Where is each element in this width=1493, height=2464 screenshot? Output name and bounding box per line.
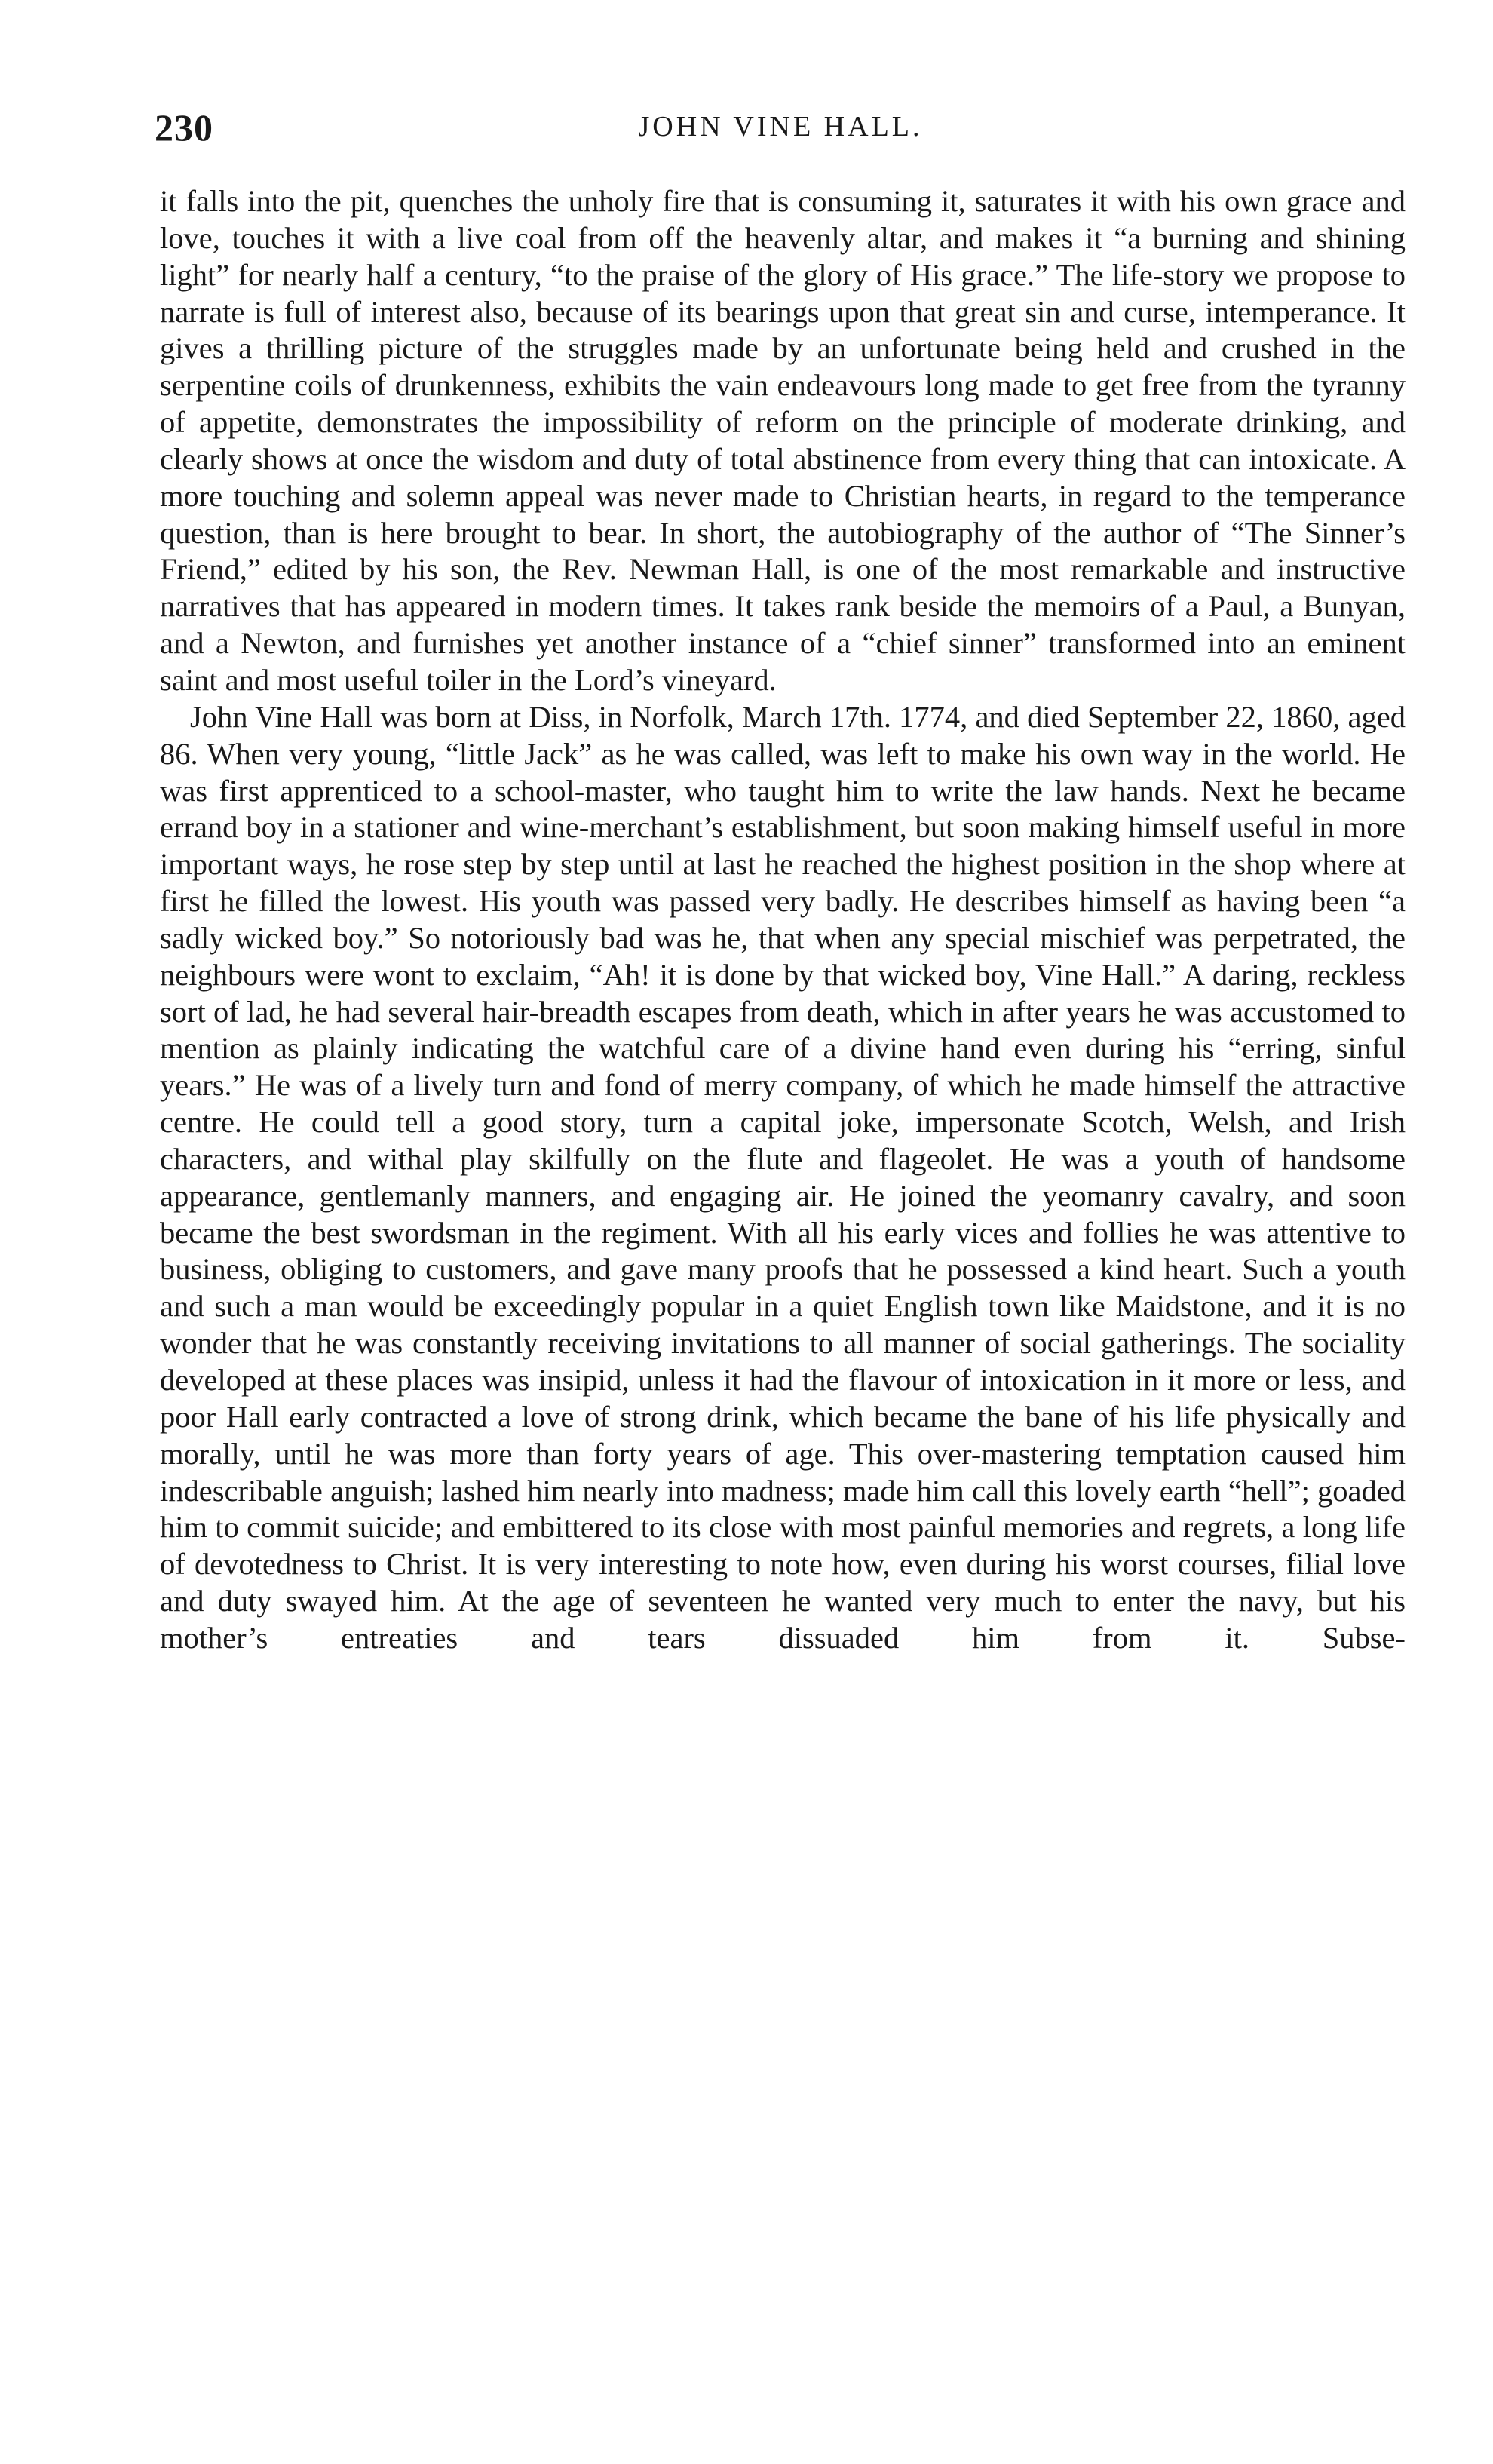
paragraph-2: John Vine Hall was born at Diss, in Norfolk, March 17th. 1774, and died September 22, 1860, aged 86. When very young, “little Jack” as he was called, was left to make his own way in the world. He was first apprenticed to a school-master, who taught him to write the law hands. Next he became errand boy in a stationer and wine-merchant’s establishment, but soon making himself useful in more important ways, he rose step by step until at last he reached the highest position in the shop where at first he filled the lowest. His youth was passed very badly. He describes himself as having been “a sadly wicked boy.” So notoriously bad was he, that when any special mischief was perpetrated, the neighbours were wont to exclaim, “Ah! it is done by that wicked boy, Vine Hall.” A daring, reckless sort of lad, he had several hair-breadth escapes from death, which in after years he was accustomed to mention as plainly indicating the watchful care of a divine hand even during his “erring, sinful years.” He was of a lively turn and fond of merry company, of which he made himself the attractive centre. He could tell a good story, turn a capital joke, impersonate Scotch, Welsh, and Irish characters, and withal play skilfully on the flute and flageolet. He was a youth of handsome appearance, gentlemanly manners, and engaging air. He joined the yeomanry cavalry, and soon became the best swordsman in the regiment. With all his early vices and follies he was attentive to business, obliging to customers, and gave many proofs that he possessed a kind heart. Such a youth and such a man would be exceedingly popular in a quiet English town like Maidstone, and it is no wonder that he was constantly receiving invitations to all manner of social gatherings. The sociality developed at these places was insipid, unless it had the flavour of intoxication in it more or less, and poor Hall early contracted a love of strong drink, which became the bane of his life physically and morally, until he was more than forty years of age. This over-mastering temptation caused him indescribable anguish; lashed him nearly into madness; made him call this lovely earth “hell”; goaded him to commit suicide; and embittered to its close with most painful memories and regrets, a long life of devotedness to Christ. It is very interesting to note how, even during his worst courses, filial love and duty swayed him. At the age of seventeen he wanted very much to enter the navy, but his mother’s entreaties and tears dissuaded him from it. Subse- [160, 699, 1406, 1655]
page-number: 230 [155, 106, 213, 149]
paragraph-1: it falls into the pit, quenches the unholy fire that is consuming it, saturates it with his own grace and love, touches it with a live coal from off the heavenly altar, and makes it “a burning and shining light” for nearly half a century, “to the praise of the glory of His grace.” The life-story we propose to narrate is full of interest also, because of its bearings upon that great sin and curse, intemperance. It gives a thrilling picture of the struggles made by an unfortunate being held and crushed in the serpentine coils of drunkenness, exhibits the vain endeavours long made to get free from the tyranny of appetite, demonstrates the impossibility of reform on the principle of moderate drinking, and clearly shows at once the wisdom and duty of total abstinence from every thing that can intoxicate. A more touching and solemn appeal was never made to Christian hearts, in regard to the temperance question, than is here brought to bear. In short, the autobiography of the author of “The Sinner’s Friend,” edited by his son, the Rev. Newman Hall, is one of the most remarkable and instructive narratives that has appeared in modern times. It takes rank beside the memoirs of a Paul, a Bunyan, and a Newton, and furnishes yet another instance of a “chief sinner” transformed into an eminent saint and most useful toiler in the Lord’s vineyard. [160, 184, 1406, 697]
page-header [155, 106, 1406, 151]
body-text [160, 183, 1406, 1657]
running-head: JOHN VINE HALL. [638, 111, 923, 143]
